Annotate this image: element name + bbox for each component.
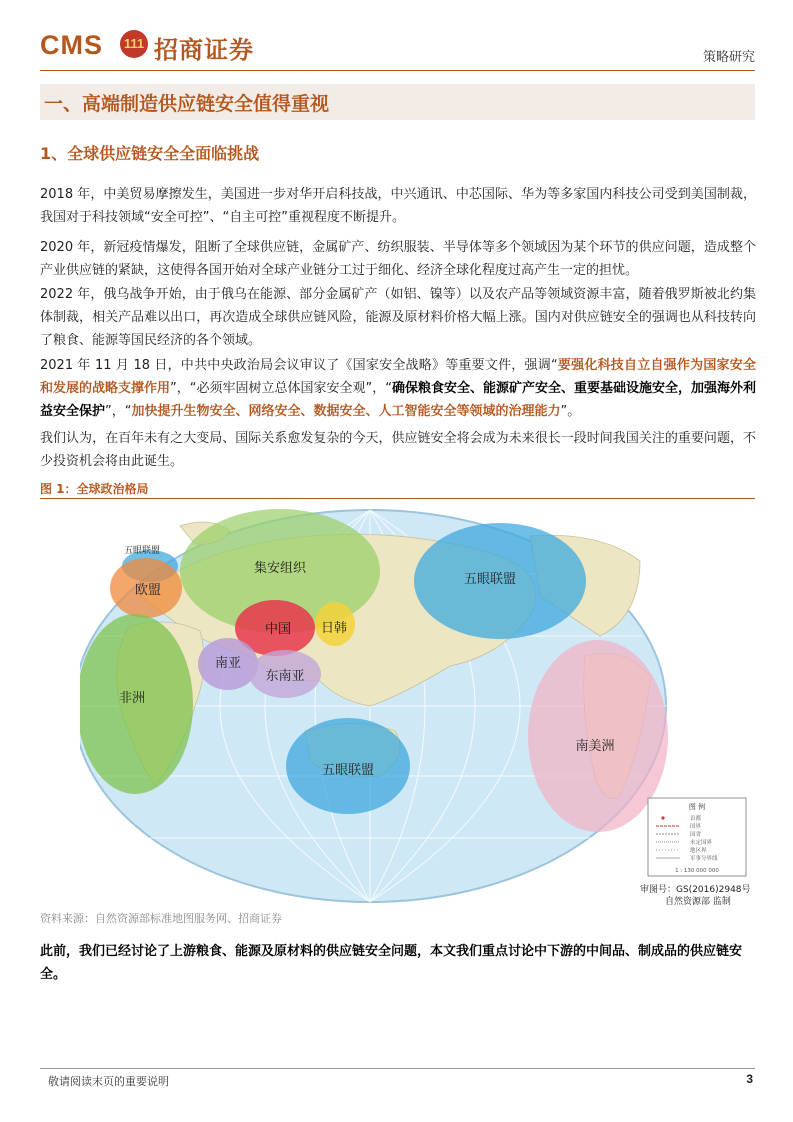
subsection-heading: 1、全球供应链安全全面临挑战: [40, 144, 260, 163]
page-number: 3: [746, 1072, 753, 1086]
label-japan-korea: 日韩: [320, 621, 348, 636]
section-heading-box: [40, 84, 755, 120]
conclusion-paragraph: 此前，我们已经讨论了上游粮食、能源及原材料的供应链安全问题，本文我们重点讨论中下游的中间品、制成品的供应链安全。: [40, 944, 743, 982]
p4-text-e: ”，“: [105, 404, 132, 419]
label-eu: 欧盟: [134, 583, 162, 598]
label-south-america: 南美洲: [575, 739, 615, 754]
label-five-eyes-pacific: 五眼联盟: [463, 572, 517, 587]
region-south-america: [528, 640, 668, 832]
legend-item-region: 地区界: [690, 848, 707, 854]
section-heading: 一、高端制造供应链安全值得重视: [44, 93, 330, 115]
p4-text-a: 2021 年 11 月 18 日，中共中央政治局会议审议了《国家安全战略》等重要文件，强调“: [40, 358, 558, 373]
legend-scale: 1 : 130 000 000: [675, 868, 719, 874]
figure-title: 图 1：全球政治格局: [40, 482, 149, 496]
label-china: 中国: [264, 622, 292, 637]
logo-chinese: 招商证券: [154, 36, 254, 64]
p4-text-c: ”，“必须牢固树立总体国家安全观”，“: [170, 381, 392, 396]
page-header: [40, 26, 755, 70]
label-southeast-asia: 东南亚: [265, 669, 305, 684]
label-five-eyes-aus: 五眼联盟: [321, 763, 375, 778]
p4-text-g: ”。: [560, 404, 581, 419]
paragraph-opinion: 我们认为，在百年未有之大变局、国际关系愈发复杂的今天，供应链安全将会成为未来很长一段时间我国关注的重要问题，不少投资机会将由此诞生。: [40, 431, 756, 469]
paragraph-2020: 2020 年，新冠疫情爆发，阻断了全球供应链，金属矿产、纺织服装、半导体等多个领域因为某个环节的供应问题，造成整个产业供应链的紧缺，这使得各国开始对全球产业链分工过于细化、经济全球化程度过高产生一定的担忧。: [40, 240, 756, 278]
p4-emphasis-security: 确保粮食安全、能源矿产安全、重要基础设施安全，加强海外利益安全保护: [40, 381, 756, 419]
logo-cms: CMS: [40, 30, 103, 60]
header-divider: [40, 70, 755, 71]
paragraph-2021: [40, 354, 756, 423]
p4-emphasis-governance: 加快提升生物安全、网络安全、数据安全、人工智能安全等领域的治理能力: [131, 404, 561, 419]
legend-item-province: 国省: [690, 832, 702, 838]
p4-emphasis-tech: 要强化科技自立自强作为国家安全和发展的战略支撑作用: [40, 358, 756, 396]
legend-capital-icon: [661, 816, 664, 819]
legend-item-undetermined: 未定国界: [690, 840, 713, 846]
paragraph-2022: 2022 年，俄乌战争开始，由于俄乌在能源、部分金属矿产（如铝、镍等）以及农产品等领域资源丰富，随着俄罗斯被北约集体制裁，相关产品难以出口，再次造成全球供应链风险，能源及原材料价格大幅上涨。国内对供应链安全的强调也从科技转向了粮食、能源等国民经济的各个领域。: [40, 287, 756, 348]
label-five-eyes-small: 五眼联盟: [123, 546, 161, 556]
footer-divider: [40, 1068, 755, 1069]
figure-source: 资料来源：自然资源部标准地图服务网、招商证券: [40, 912, 282, 925]
figure-divider: [40, 498, 755, 499]
logo-badge-icon: 111: [120, 30, 148, 58]
map-approval-number: 审图号：GS(2016)2948号: [640, 885, 751, 895]
footer-note: 敬请阅读末页的重要说明: [48, 1075, 169, 1088]
map-supervisor: 自然资源部 监制: [665, 897, 731, 907]
map-legend: [648, 798, 746, 876]
world-political-map: [80, 506, 755, 908]
paragraph-2018: 2018 年，中美贸易摩擦发生，美国进一步对华开启科技战，中兴通讯、中芯国际、华为等多家国内科技公司受到美国制裁，我国对于科技领域“安全可控”、“自主可控”重视程度不断提升。: [40, 187, 756, 225]
label-africa: 非洲: [118, 691, 146, 706]
label-south-asia: 南亚: [214, 656, 242, 671]
legend-item-border: 国界: [690, 824, 702, 830]
legend-title: 图 例: [688, 803, 706, 811]
legend-item-capital: 首都: [690, 816, 702, 822]
label-sco: 集安组织: [253, 561, 307, 576]
section-label: 策略研究: [702, 50, 755, 65]
legend-item-military: 军事分界线: [690, 856, 718, 862]
